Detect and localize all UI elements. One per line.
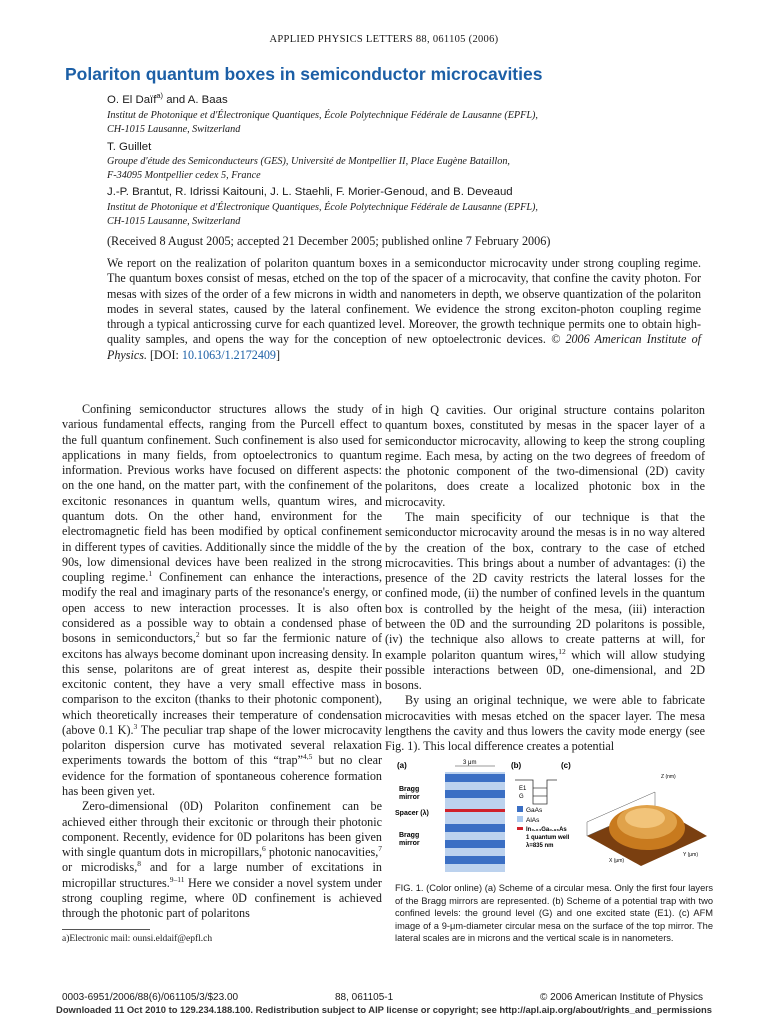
paragraph: Confining semiconductor structures allows the study of various fundamental effects, ranging from the Purcell effect to the full quantum confinement. Such confinement is also used for applications in many fields, from optoelectronics to quantum information. Previous works have focused on different aspects: on the one hand, on the matter part, with the confinement of the excitonic resonances in quantum wells, quantum wires, and quantum dots. On the other hand, environment for the electromagnetic field has been modified by optical confinement in different types of cavities. Additionally since the middle of the 90s, low dimensional devices have been realized in the strong coupling regime.$^1$ Confinement can enhance the interactions, modify the real and imaginary parts of the resonance's energy, or open access to new interaction processes. It is also often considered as a possible way to obtain a condensed phase of bosons in semiconductors,$^2$ but so far the fermionic nature of excitons has always become dominant upon increasing density. In this sense, polaritons are of great interest as, despite their excitonic content, they have a very small effective mass in comparison to the exciton (thanks to their photonic component), which theoretically increases their temperature of condensation (above 0.1 K).$^3$ The peculiar trap shape of the lower microcavity polariton dispersion curve has motivated several relaxation experiments towards the bottom of this “trap”$^{4,5}$ but no clear evidence for the formation of spontaneous coherence formation has been given yet.: [62, 402, 383, 799]
doi-prefix: [DOI:: [146, 347, 182, 362]
author-group-2: T. Guillet: [107, 141, 152, 153]
legend-gaas: GaAs: [526, 807, 543, 814]
potential-trap-scheme: [515, 780, 570, 849]
reference-mark[interactable]: 4,5: [303, 752, 313, 762]
paragraph: The main specificity of our technique is that the semiconductor microcavity around the mesas is in no way altered by the creation of the box, contrary to the case of etched microcavities. This brings about a number of advantages: (i) the presence of the 2D cavity restricts the lateral losses for the confined mode, (ii) the number of confined levels in the quantum box is controlled by the height of the mesa, (iii) interaction between the 0D and the surrounding 2D polaritons is possible, (iv) the technique also allows to create patterns at will, for example polariton quantum wires,$^{12}$ which will allow studying possible interactions between 0D, one-dimensional, and 2D bosons.: [385, 509, 705, 693]
quantum-well-layer: [445, 809, 505, 812]
body-column-right: [385, 403, 705, 754]
panel-b-label: (b): [511, 761, 522, 770]
doi-link[interactable]: 10.1063/1.2172409: [181, 347, 276, 362]
legend-alas: AlAs: [526, 817, 540, 824]
author-names: O. El Daïf: [107, 94, 157, 106]
level-e1-label: E1: [519, 786, 527, 792]
body-column-left: [62, 402, 382, 922]
bragg-label: Bragg: [399, 832, 420, 839]
reference-mark[interactable]: 3: [133, 721, 138, 731]
bragg-label: mirror: [399, 794, 420, 801]
afm-x-label: X (μm): [609, 858, 625, 864]
author-group-1: [107, 91, 717, 106]
affiliation-line: Institut de Photonique et d'Électronique Quantiques, École Polytechnique Fédérale de Lausanne (EPFL),: [107, 202, 538, 213]
paragraph: By using an original technique, we were able to fabricate microcavities with mesas etched on the spacer layer. The mesa lengthens the cavity and thus lowers the cavity mode energy (see Fig. 1). This local difference creates a potential: [385, 693, 705, 754]
reference-mark[interactable]: 2: [195, 630, 200, 640]
reference-mark[interactable]: 6: [262, 844, 266, 854]
footer-copyright: © 2006 American Institute of Physics: [539, 992, 703, 1003]
figure-1: [395, 758, 713, 876]
footnote-divider: [62, 929, 150, 930]
doi-suffix: ]: [275, 347, 281, 362]
figure-caption: FIG. 1. (Color online) (a) Scheme of a circular mesa. Only the first four layers of the Bragg mirrors are represented. (b) Scheme of a potential trap with two confined levels: the ground level (G) and one excited state (E1). (c) AFM image of a 9-μm-diameter circular mesa on the surface of the top mirror. The lateral scales are in microns and the vertical scale is in nanometers.: [395, 883, 713, 943]
afm-image: [587, 774, 707, 866]
legend-swatch-gaas: [517, 806, 523, 812]
paragraph: in high Q cavities. Our original structure contains polariton quantum boxes, constituted by mesas in the spacer layer of a semiconductor microcavity, allowing to keep the strong coupling regime. Each mesa, by acting on the two degrees of freedom of the photonic component of the two-dimensional (2D) cavity polaritons, does create a localized photonic box in the microcavity.: [385, 403, 705, 509]
affiliation-1: [107, 109, 707, 137]
bragg-label: Bragg: [399, 786, 420, 793]
bragg-label: mirror: [399, 840, 420, 847]
download-notice: Downloaded 11 Oct 2010 to 129.234.188.100. Redistribution subject to AIP license or copyright; see http://apl.aip.org/about/rights_and_permissions: [56, 1004, 712, 1015]
reference-mark[interactable]: 12: [558, 646, 566, 656]
legend-swatch-alas: [517, 816, 523, 822]
journal-header: APPLIED PHYSICS LETTERS 88, 061105 (2006): [269, 34, 499, 45]
abstract: [107, 256, 701, 363]
legend-qw: 1 quantum well: [526, 835, 570, 841]
legend-qw: λ=835 nm: [526, 843, 554, 849]
affiliation-line: CH-1015 Lausanne, Switzerland: [107, 216, 241, 227]
mesa-layer-scheme: [395, 760, 505, 872]
affiliation-line: CH-1015 Lausanne, Switzerland: [107, 124, 241, 135]
level-g-label: G: [519, 794, 524, 800]
paper-title: Polariton quantum boxes in semiconductor microcavities: [65, 64, 543, 84]
reference-mark[interactable]: 7: [378, 844, 382, 854]
reference-mark[interactable]: 8: [137, 859, 142, 869]
panel-a-label: (a): [397, 761, 407, 770]
affiliation-line: F-34095 Montpellier cedex 5, France: [107, 170, 261, 181]
author-group-3: J.-P. Brantut, R. Idrissi Kaitouni, J. L. Staehli, F. Morier-Genoud, and B. Deveaud: [107, 186, 513, 198]
legend-qw: In₀.₀₄Ga₀.₉₆As: [526, 827, 567, 833]
afm-z-label: Z (nm): [661, 774, 676, 780]
footer-page: 88, 061105-1: [335, 992, 394, 1003]
abstract-copyright: © 2006 American Institute of Physics.: [107, 332, 701, 362]
received-dates: (Received 8 August 2005; accepted 21 December 2005; published online 7 February 2006): [107, 234, 551, 248]
footnote: a)Electronic mail: ounsi.eldaif@epfl.ch: [62, 934, 213, 944]
reference-mark[interactable]: 9–11: [169, 874, 185, 884]
abstract-text: We report on the realization of polariton quantum boxes in a semiconductor microcavity under strong coupling regime. The quantum boxes consist of mesas, etched on the top of the spacer of a microcavity, that confine the cavity photon. For mesas with sizes of the order of a few microns in width and nanometers in depth, we observe quantization of the polariton modes in several states, caused by the lateral confinement. We evidence the strong exciton-photon coupling regime through a typical anticrossing curve for each quantized level. Moreover, the growth technique permits one to obtain high-quality samples, and opens the way for the conception of new optoelectronic devices.: [107, 256, 701, 347]
afm-y-label: Y (μm): [683, 852, 699, 858]
scale-label: 3 μm: [463, 760, 477, 766]
spacer-label: Spacer (λ): [395, 810, 429, 817]
reference-mark[interactable]: 1: [148, 569, 153, 579]
panel-c-label: (c): [561, 761, 571, 770]
author-names-tail: and A. Baas: [163, 94, 228, 106]
affiliation-3: [107, 201, 707, 229]
author-footnote-mark: a): [156, 91, 164, 101]
paragraph: Zero-dimensional (0D) Polariton confinement can be achieved either through their excitonic or through their photonic component. Recently, evidence for 0D polaritons has been given with single quantum dots in micropillars,$^6$ photonic nanocavities,$^7$ or microdisks,$^8$ and for a large number of excitations in micropillar structures.$^{9-11}$ Here we consider a novel system under strong coupling regime, where 0D confinement is achieved through the photonic part of polaritons: [62, 799, 382, 921]
footer-issn: 0003-6951/2006/88(6)/061105/3/$23.00: [62, 992, 239, 1003]
affiliation-2: [107, 155, 707, 183]
legend-swatch-qw: [517, 827, 523, 830]
affiliation-line: Groupe d'étude des Semiconducteurs (GES), Université de Montpellier II, Place Eugène Bataillon,: [107, 156, 510, 167]
affiliation-line: Institut de Photonique et d'Électronique Quantiques, École Polytechnique Fédérale de Lausanne (EPFL),: [107, 110, 538, 121]
